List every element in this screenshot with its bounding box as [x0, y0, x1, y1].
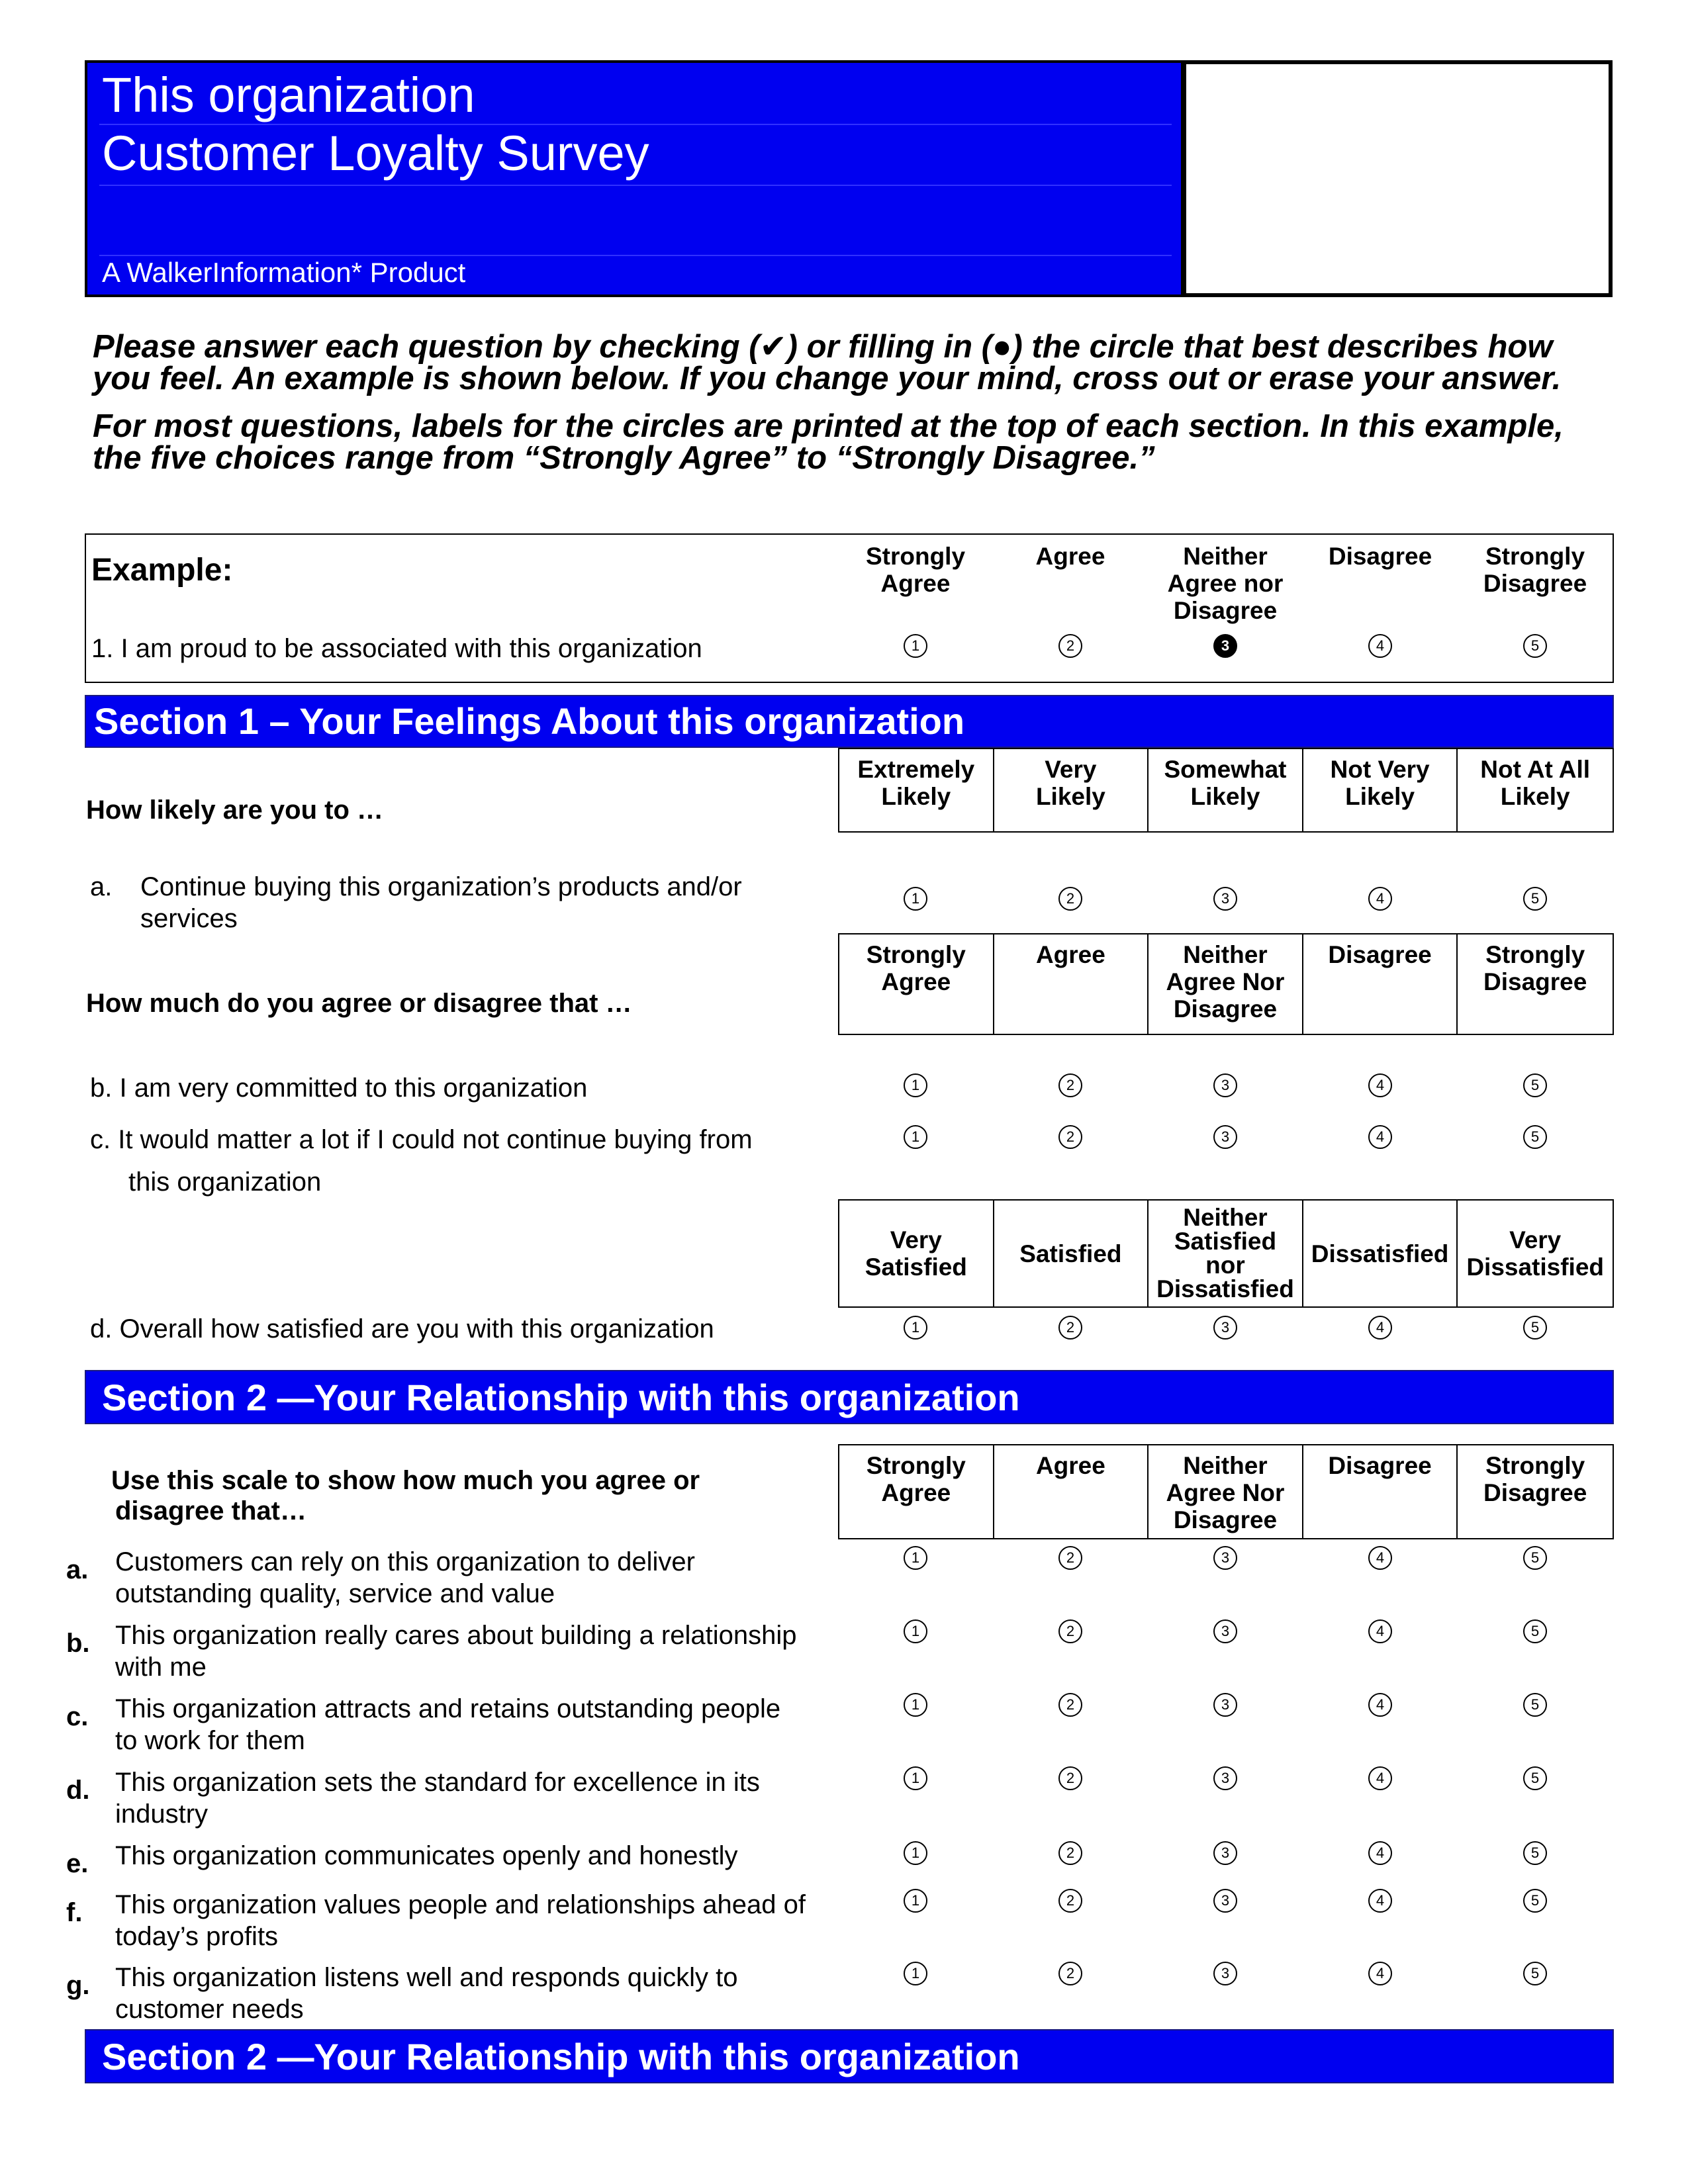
answer-circle-4[interactable]: 4 — [1368, 1766, 1392, 1790]
answer-circle-3[interactable]: 3 — [1213, 1546, 1237, 1570]
item-letter: f. — [66, 1898, 83, 1927]
answer-row-a — [838, 887, 1613, 911]
answer-circle-2[interactable]: 2 — [1058, 1766, 1082, 1790]
answer-circle-4[interactable]: 4 — [1368, 1073, 1392, 1097]
answer-circle-2[interactable]: 2 — [1058, 887, 1082, 911]
example-question: 1. I am proud to be associated with this organization — [91, 634, 702, 663]
scale-option: Very Satisfied — [839, 1201, 994, 1306]
answer-circle-5[interactable]: 5 — [1523, 887, 1547, 911]
scale-option: Strongly Disagree — [1483, 1452, 1587, 1506]
header-rule — [99, 185, 1172, 186]
scale-option: Disagree — [1328, 543, 1432, 570]
section-2-footer-header: Section 2 —Your Relationship with this organization — [85, 2029, 1614, 2083]
scale-option: Extremely Likely — [839, 749, 994, 831]
answer-circle-5[interactable]: 5 — [1523, 1073, 1547, 1097]
answer-circle-3[interactable]: 3 — [1213, 1316, 1237, 1340]
scale-option: Satisfied — [994, 1201, 1149, 1306]
section-2-header: Section 2 —Your Relationship with this organization — [85, 1370, 1614, 1424]
question-b: b. I am very committed to this organization — [90, 1073, 588, 1103]
answer-circle-1[interactable]: 1 — [904, 1841, 927, 1865]
answer-circle-2[interactable]: 2 — [1058, 1693, 1082, 1717]
answer-circle-5[interactable]: 5 — [1523, 1693, 1547, 1717]
answer-circle-2[interactable]: 2 — [1058, 1889, 1082, 1913]
header-blank-box — [1182, 60, 1613, 297]
answer-circle-4[interactable]: 4 — [1368, 1546, 1392, 1570]
answer-circle-1[interactable]: 1 — [904, 1316, 927, 1340]
answer-circle-2[interactable]: 2 — [1058, 1073, 1082, 1097]
question-d: d. Overall how satisfied are you with this organization — [90, 1314, 714, 1343]
answer-circle-5[interactable]: 5 — [1523, 1962, 1547, 1985]
answer-circle-2[interactable]: 2 — [1058, 1619, 1082, 1643]
answer-row-2b — [838, 1619, 1613, 1643]
answer-circle-3[interactable]: 3 — [1213, 1889, 1237, 1913]
scale-option: Strongly Agree — [839, 1445, 994, 1538]
scale-option: Neither Agree Nor Disagree — [1149, 934, 1303, 1034]
section-2-item-a: Customers can rely on this organization to deliver outstanding quality, service and value — [115, 1547, 695, 1608]
header-rule — [99, 124, 1172, 125]
scale-option: Agree — [1035, 543, 1105, 570]
answer-circle-3[interactable]: 3 — [1213, 1766, 1237, 1790]
answer-circle-5[interactable]: 5 — [1523, 1841, 1547, 1865]
header-rule — [99, 255, 1172, 256]
answer-circle-2[interactable]: 2 — [1058, 1546, 1082, 1570]
instructions-paragraph-2 — [93, 410, 1628, 474]
answer-circle-1[interactable]: 1 — [904, 1693, 927, 1717]
section-2-item-g: This organization listens well and responds quickly to customer needs — [115, 1963, 738, 2024]
example-label: Example: — [91, 553, 233, 588]
answer-circle-3-selected: 3 — [1213, 634, 1237, 658]
section-2-prompt: Use this scale to show how much you agree or disagree that… — [111, 1466, 700, 1525]
item-letter: d. — [66, 1776, 90, 1805]
scale-option: Disagree — [1303, 1445, 1458, 1538]
answer-row-2a — [838, 1546, 1613, 1570]
section-2-item-c: This organization attracts and retains outstanding people to work for them — [115, 1694, 781, 1755]
scale-option: Strongly Agree — [865, 543, 966, 597]
answer-row-c — [838, 1125, 1613, 1149]
agree-scale-header — [838, 933, 1614, 1035]
answer-circle-3[interactable]: 3 — [1213, 1693, 1237, 1717]
answer-circle-4[interactable]: 4 — [1368, 1619, 1392, 1643]
scale-option: Strongly Disagree — [1483, 543, 1587, 597]
scale-option: Not Very Likely — [1303, 749, 1458, 831]
answer-circle-5: 5 — [1523, 634, 1547, 658]
answer-circle-1[interactable]: 1 — [904, 1962, 927, 1985]
scale-option: Neither Satisfied nor Dissatisfied — [1149, 1201, 1303, 1306]
likely-scale-header — [838, 748, 1614, 833]
answer-circle-1[interactable]: 1 — [904, 1073, 927, 1097]
section-2-item-d: This organization sets the standard for excellence in its industry — [115, 1768, 760, 1829]
example-box — [85, 533, 1614, 683]
scale-option: Agree — [994, 1445, 1149, 1538]
section-2-item-e: This organization communicates openly and honestly — [115, 1841, 738, 1870]
answer-circle-1[interactable]: 1 — [904, 1889, 927, 1913]
instructions-line: you feel. An example is shown below. If you change your mind, cross out or erase your answer. — [93, 361, 1562, 396]
answer-circle-2[interactable]: 2 — [1058, 1316, 1082, 1340]
answer-row-2e — [838, 1841, 1613, 1865]
answer-circle-4[interactable]: 4 — [1368, 1125, 1392, 1149]
answer-circle-2[interactable]: 2 — [1058, 1841, 1082, 1865]
answer-circle-5[interactable]: 5 — [1523, 1766, 1547, 1790]
answer-row-b — [838, 1073, 1613, 1097]
answer-circle-3[interactable]: 3 — [1213, 887, 1237, 911]
scale-option: Neither Agree Nor Disagree — [1149, 1445, 1303, 1538]
answer-circle-5[interactable]: 5 — [1523, 1889, 1547, 1913]
scale-option: Strongly Agree — [839, 934, 994, 1034]
answer-circle-4: 4 — [1368, 634, 1392, 658]
answer-circle-3[interactable]: 3 — [1213, 1073, 1237, 1097]
scale-option: Neither Agree nor Disagree — [1167, 543, 1284, 624]
item-letter: e. — [66, 1849, 89, 1878]
instructions-line: For most questions, labels for the circles are printed at the top of each section. In this example, — [93, 408, 1564, 444]
survey-title: Customer Loyalty Survey — [102, 126, 649, 181]
example-scale — [838, 543, 1613, 624]
answer-circle-3[interactable]: 3 — [1213, 1841, 1237, 1865]
answer-circle-4[interactable]: 4 — [1368, 1962, 1392, 1985]
answer-row-2g — [838, 1962, 1613, 1985]
instructions-line: the five choices range from “Strongly Agree” to “Strongly Disagree.” — [93, 440, 1155, 476]
question-letter: a. — [90, 872, 113, 901]
answer-circle-4[interactable]: 4 — [1368, 1693, 1392, 1717]
answer-circle-5[interactable]: 5 — [1523, 1316, 1547, 1340]
scale-option: Strongly Disagree — [1483, 941, 1587, 995]
item-letter: c. — [66, 1702, 89, 1731]
answer-circle-5[interactable]: 5 — [1523, 1546, 1547, 1570]
item-letter: a. — [66, 1555, 89, 1584]
satisfied-scale-header — [838, 1199, 1614, 1308]
likely-prompt: How likely are you to … — [86, 796, 384, 825]
answer-circle-4[interactable]: 4 — [1368, 1841, 1392, 1865]
product-line: A WalkerInformation* Product — [102, 257, 466, 288]
answer-circle-3[interactable]: 3 — [1213, 1619, 1237, 1643]
answer-row-d — [838, 1316, 1613, 1340]
answer-circle-3[interactable]: 3 — [1213, 1962, 1237, 1985]
section-2-scale-header — [838, 1444, 1614, 1539]
agree-prompt: How much do you agree or disagree that … — [86, 989, 632, 1018]
scale-option: Very Dissatisfied — [1466, 1226, 1605, 1281]
item-letter: b. — [66, 1629, 90, 1658]
answer-row-2c — [838, 1693, 1613, 1717]
section-2-item-f: This organization values people and relationships ahead of today’s profits — [115, 1890, 806, 1951]
answer-row-2f — [838, 1889, 1613, 1913]
answer-circle-1[interactable]: 1 — [904, 887, 927, 911]
answer-circle-4[interactable]: 4 — [1368, 887, 1392, 911]
answer-circle-1[interactable]: 1 — [904, 1546, 927, 1570]
answer-circle-4[interactable]: 4 — [1368, 1316, 1392, 1340]
answer-circle-2[interactable]: 2 — [1058, 1125, 1082, 1149]
answer-row-2d — [838, 1766, 1613, 1790]
scale-option: Agree — [994, 934, 1149, 1034]
survey-header-banner — [85, 60, 1184, 297]
answer-circle-2: 2 — [1058, 634, 1082, 658]
answer-circle-5[interactable]: 5 — [1523, 1619, 1547, 1643]
scale-option: Not At All Likely — [1480, 756, 1591, 810]
question-c-continued: this organization — [128, 1167, 322, 1197]
answer-circle-1[interactable]: 1 — [904, 1125, 927, 1149]
answer-circle-3[interactable]: 3 — [1213, 1125, 1237, 1149]
answer-circle-2[interactable]: 2 — [1058, 1962, 1082, 1985]
answer-circle-5[interactable]: 5 — [1523, 1125, 1547, 1149]
answer-circle-1[interactable]: 1 — [904, 1619, 927, 1643]
scale-option: Somewhat Likely — [1149, 749, 1303, 831]
item-letter: g. — [66, 1971, 90, 2000]
question-a: Continue buying this organization’s products and/or services — [140, 872, 742, 933]
instructions-line: Please answer each question by checking (✔) or filling in (●) the circle that best describes how — [93, 329, 1553, 365]
instructions-paragraph-1 — [93, 331, 1628, 394]
section-2-item-b: This organization really cares about building a relationship with me — [115, 1621, 797, 1682]
scale-option: Disagree — [1303, 934, 1458, 1034]
answer-circle-4[interactable]: 4 — [1368, 1889, 1392, 1913]
example-answer-row — [838, 634, 1613, 658]
scale-option: Very Likely — [994, 749, 1149, 831]
answer-circle-1[interactable]: 1 — [904, 1766, 927, 1790]
section-1-header: Section 1 – Your Feelings About this organization — [85, 695, 1614, 748]
answer-circle-1: 1 — [904, 634, 927, 658]
organization-name: This organization — [102, 68, 475, 122]
scale-option: Dissatisfied — [1303, 1201, 1458, 1306]
question-c: c. It would matter a lot if I could not continue buying from — [90, 1125, 753, 1154]
